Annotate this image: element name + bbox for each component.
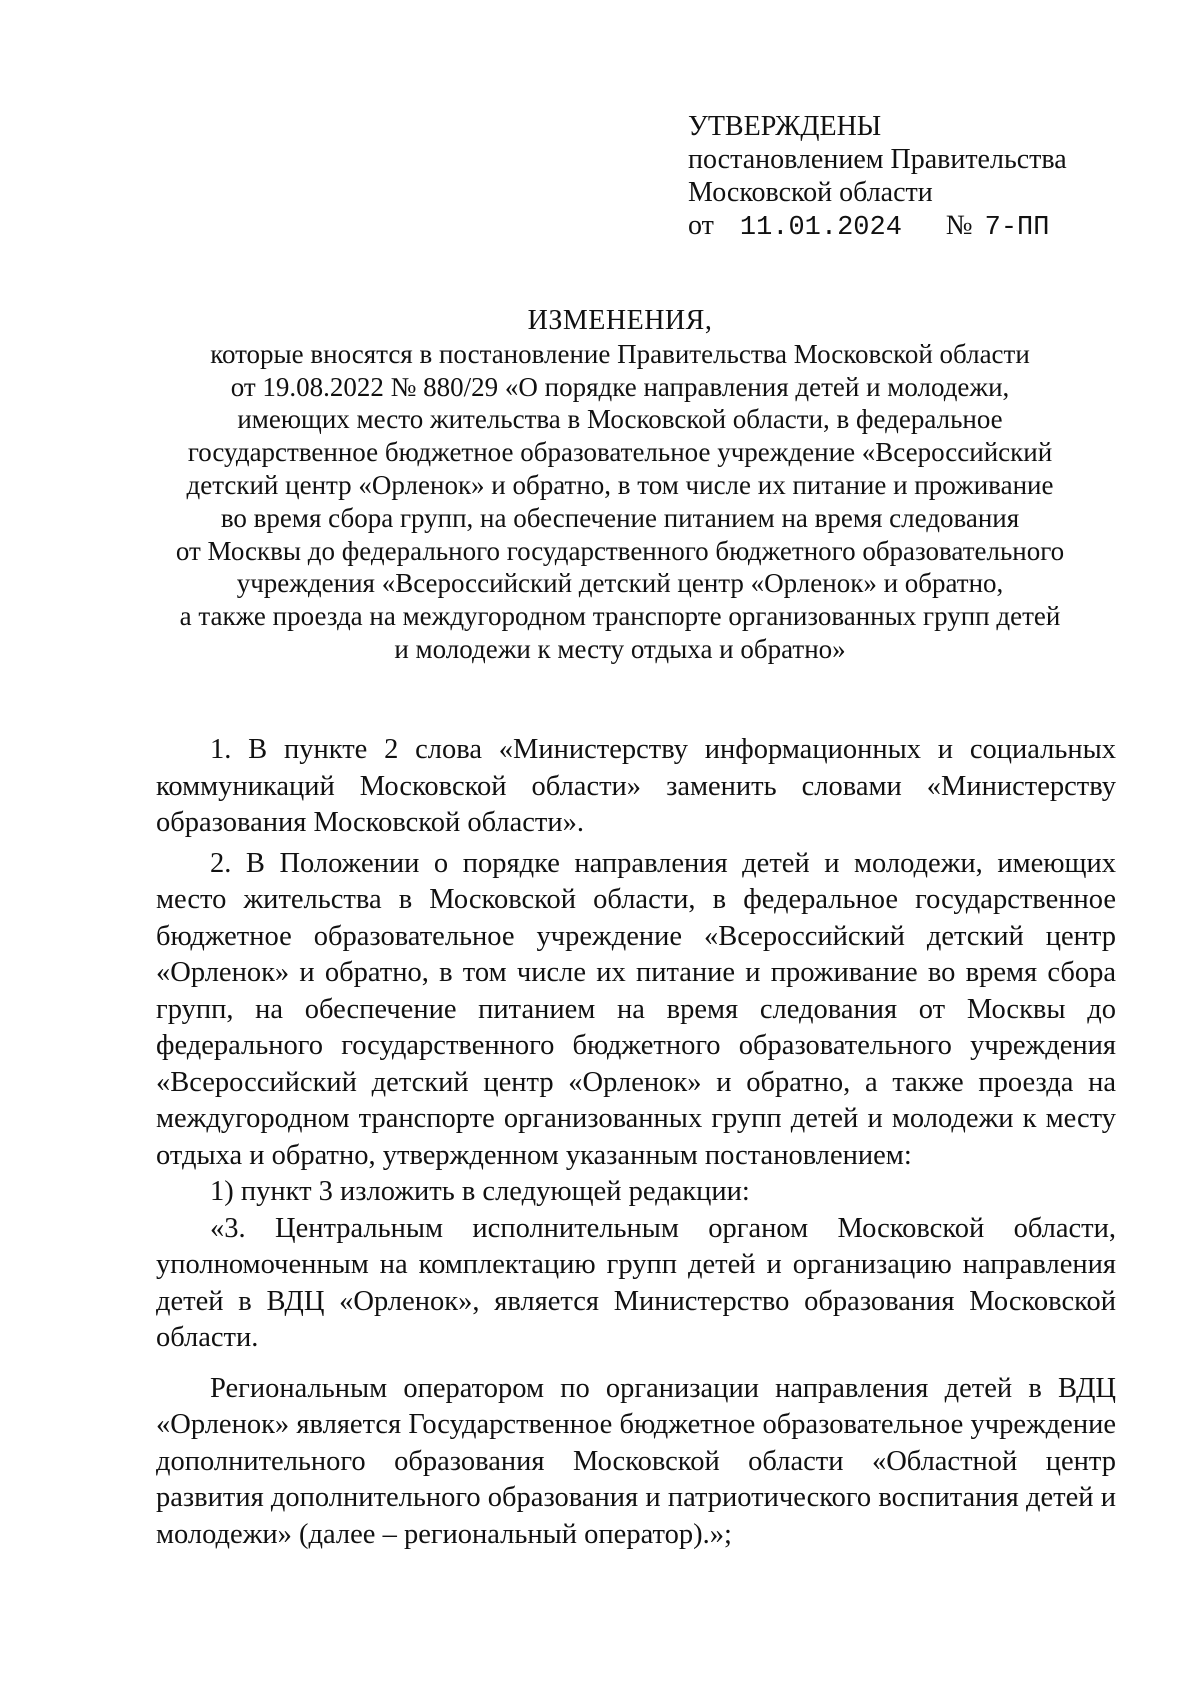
approval-number: 7-ПП — [984, 213, 1050, 243]
paragraph-2: 2. В Положении о порядке направления детей и молодежи, имеющих место жительства в Московской области, в федеральное государственное бюджетное образовательное учреждение «Всероссийский детский центр «Орленок» и обратно, в том числе их питание и проживание во время сбора групп, на обеспечение питанием на время следования от Москвы до федерального государственного бюджетного образовательного учреждения «Всероссийский детский центр «Орленок» и обратно, а также проезда на междугородном транспорте организованных групп детей и молодежи к месту отдыха и обратно, утвержденном указанным постановлением: — [156, 847, 1116, 1171]
approval-stamp — [688, 110, 1168, 245]
paragraph-3: 1) пункт 3 изложить в следующей редакции: — [210, 1176, 750, 1207]
approval-date: 11.01.2024 — [739, 213, 902, 243]
paragraph-1: 1. В пункте 2 слова «Министерству информационных и социальных коммуникаций Московской области» заменить словами «Министерству образования Московской области». — [156, 734, 1116, 838]
document-title: ИЗМЕНЕНИЯ, — [527, 305, 713, 336]
subtitle-line: во время сбора групп, на обеспечение питанием на время следования — [220, 502, 1020, 533]
approval-line-1: постановлением Правительства — [688, 144, 1067, 175]
document-title-block — [120, 305, 1120, 666]
document-body — [156, 732, 1116, 1553]
subtitle-line: учреждения «Всероссийский детский центр «Орленок» и обратно, — [236, 568, 1004, 599]
subtitle-line: а также проезда на междугородном транспорте организованных групп детей — [179, 601, 1061, 632]
subtitle-line: государственное бюджетное образовательное учреждение «Всероссийский — [187, 437, 1053, 468]
approval-line-2: Московской области — [688, 177, 933, 208]
subtitle-line: от 19.08.2022 № 880/29 «О порядке направления детей и молодежи, — [230, 371, 1010, 402]
paragraph-5: Региональным оператором по организации направления детей в ВДЦ «Орленок» является Государственное бюджетное образовательное учреждение дополнительного образования Московской области «Областной центр развития дополнительного образования и патриотического воспитания детей и молодежи» (далее – региональный оператор).»; — [156, 1372, 1116, 1550]
subtitle-line: имеющих место жительства в Московской области, в федеральное — [237, 404, 1003, 435]
subtitle-line: и молодежи к месту отдыха и обратно» — [394, 633, 846, 664]
approval-title: УТВЕРЖДЕНЫ — [688, 111, 882, 142]
subtitle-line: которые вносятся в постановление Правительства Московской области — [210, 338, 1030, 369]
paragraph-4: «3. Центральным исполнительным органом Московской области, уполномоченным на комплектацию групп детей и организацию направления детей в ВДЦ «Орленок», является Министерство образования Московской области. — [156, 1212, 1116, 1353]
subtitle-line: детский центр «Орленок» и обратно, в том числе их питание и проживание — [186, 469, 1054, 500]
approval-date-row — [688, 209, 1168, 245]
subtitle-line: от Москвы до федерального государственного бюджетного образовательного — [175, 535, 1065, 566]
approval-date-prefix: от — [688, 210, 714, 241]
approval-number-sign: № — [945, 210, 973, 241]
